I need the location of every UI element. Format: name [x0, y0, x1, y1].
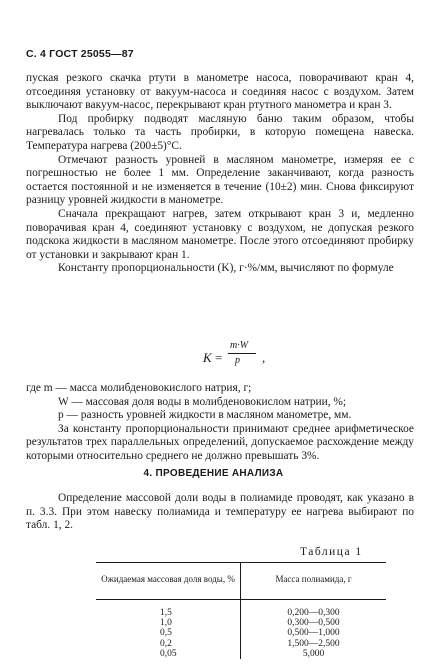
- table-cell-mass: 0,300—0,500: [287, 618, 340, 629]
- legend-line-m: где m — масса молибденовокислого натрия, г;: [26, 382, 252, 394]
- table-cell-mass: 0,200—0,300: [287, 608, 340, 618]
- body-top: [26, 72, 414, 276]
- paragraph-2: Под пробирку подводят масляную баню таким образом, чтобы нагревалась только та часть пробирки, в которую помещена навеска. Температура нагрева (200±5)°С.: [26, 112, 414, 152]
- paragraph-3: Отмечают разность уровней в масляном манометре, измеряя ее с погрешностью не более 1 мм. Определение заканчивают, когда разность остается постоянной и не изменяется в течение (10±2) мин. Снова фиксируют разницу уровней жидкости в манометре.: [26, 153, 414, 207]
- formula-comma: ,: [262, 350, 266, 365]
- table-cell-water: 0,5: [96, 628, 241, 638]
- formula-fraction-bar: [228, 353, 256, 354]
- table-row: [96, 600, 386, 619]
- table-header-row: [96, 563, 386, 600]
- data-table: [96, 562, 386, 659]
- table-header-mass: Масса полиамида, г: [241, 563, 387, 600]
- paragraph-analysis: Определение массовой доли воды в полиамиде проводят, как указано в п. 3.3. При этом навеску полиамида и температуру ее нагрева выбирают по табл. 1, 2.: [26, 492, 414, 532]
- table-row: [96, 649, 386, 659]
- body-analysis: [26, 492, 414, 533]
- formula-lhs: K: [203, 350, 212, 365]
- paragraph-5: Константу пропорциональности (K), г·%/мм, вычисляют по формуле: [58, 262, 394, 275]
- table-header-water: Ожидаемая массовая доля воды, %: [96, 563, 241, 600]
- legend-line-w: W — массовая доля воды в молибденовокислом натрии, %;: [58, 395, 347, 408]
- table-cell-water: 1,5: [96, 600, 241, 619]
- table-cell-mass: 1,500—2,500: [287, 638, 340, 649]
- section-title: 4. ПРОВЕДЕНИЕ АНАЛИЗА: [143, 468, 284, 479]
- table-row: [96, 618, 386, 628]
- table-cell-water: 1,0: [96, 618, 241, 628]
- formula-denominator: p: [235, 355, 240, 366]
- formula: [0, 338, 427, 378]
- table-caption: Таблица 1: [300, 546, 363, 558]
- page-header: С. 4 ГОСТ 25055—87: [26, 48, 134, 60]
- table-row: [96, 639, 386, 649]
- table-cell-mass: 0,500—1,000: [287, 628, 340, 639]
- body-legend: [26, 382, 414, 464]
- formula-numerator: m·W: [230, 340, 249, 351]
- paragraph-4: Сначала прекращают нагрев, затем открывают кран 3 и, медленно поворачивая кран 4, соединяют установку с воздухом, не допуская резкого подскока жидкости в масляном манометре. После этого отсоединяют пробирку от установки и закрывают кран 1.: [26, 207, 414, 261]
- paragraph-1: пуская резкого скачка ртути в манометре насоса, поворачивают кран 4, отсоединяя установку от вакуум-насоса и соединяя насос с воздухом. Затем выключают вакуум-насос, перекрывают кран ртутного манометра и кран 3.: [26, 72, 414, 112]
- paragraph-constant: За константу пропорциональности принимают среднее арифметическое результатов трех параллельных определений, допускаемое расхождение между которыми относительно среднего не должно превышать 3%.: [26, 422, 414, 462]
- formula-equals: =: [215, 350, 223, 365]
- table-cell-mass: 5,000: [302, 648, 325, 659]
- table-cell-water: 0,05: [96, 649, 241, 659]
- legend-line-p: p — разность уровней жидкости в масляном манометре, мм.: [58, 409, 352, 422]
- table-cell-water: 0,2: [96, 639, 241, 649]
- table-row: [96, 628, 386, 638]
